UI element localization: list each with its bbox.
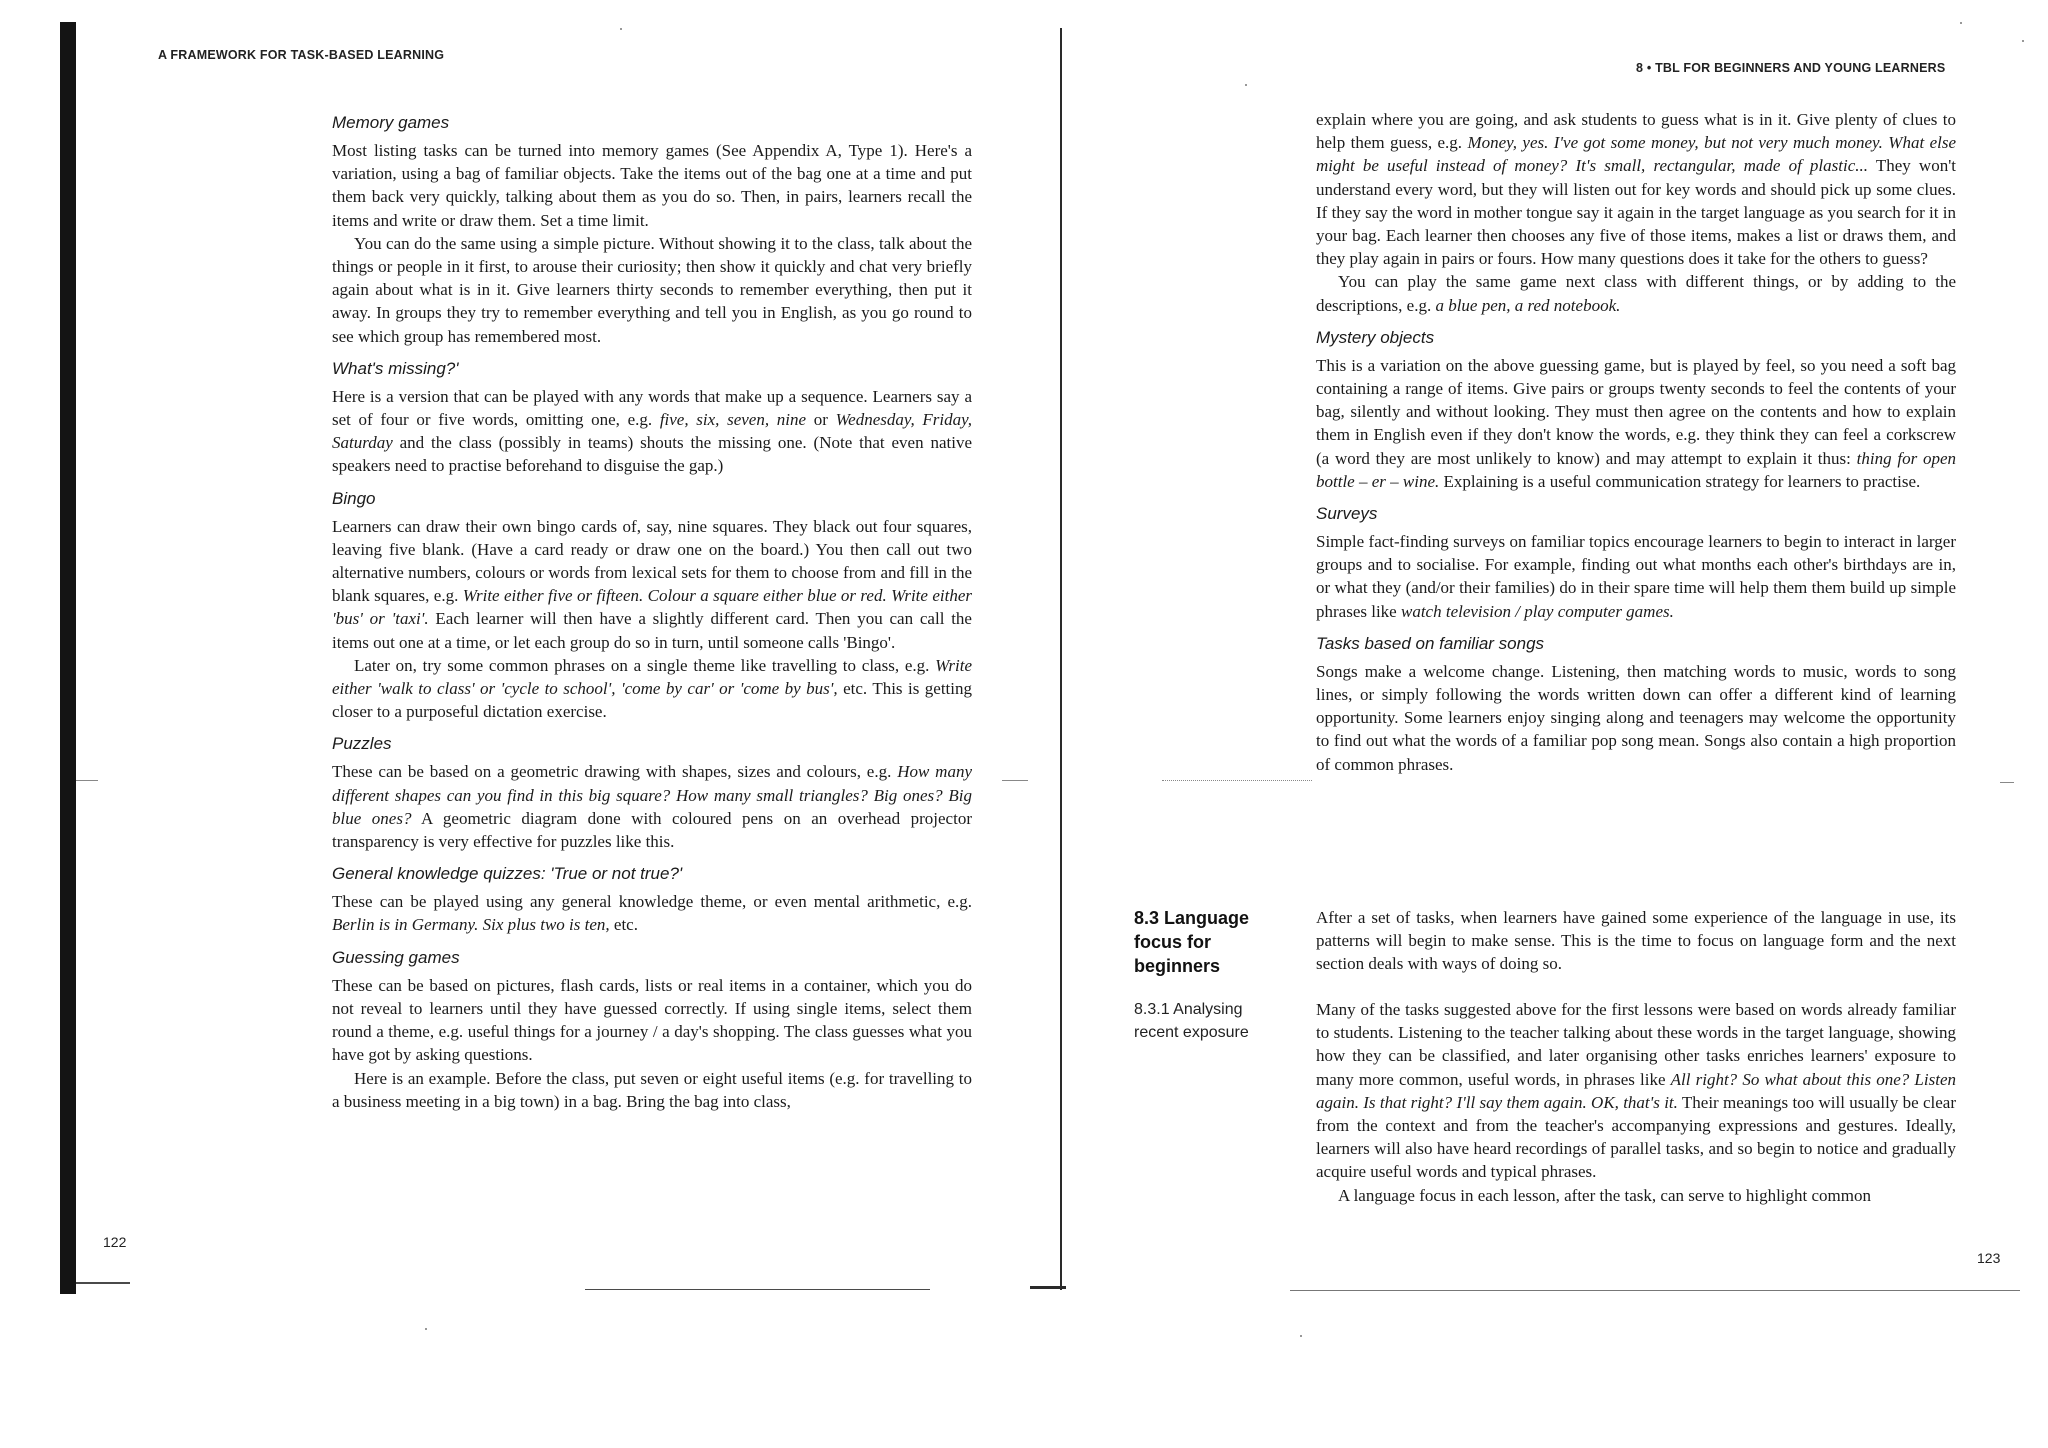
songs-p1: Songs make a welcome change. Listening, then matching words to music, words to song lines, or simply following the words written down can offer a different kind of learning opportunity. Some learners enjoy singing along and teenagers may welcome the opportunity to find out what the words of a familiar pop song mean. Songs also contain a high proportion of common phrases.: [1316, 661, 1956, 774]
scan-mark: [1002, 780, 1028, 781]
scan-speck: [2022, 40, 2024, 42]
guessing-games-heading: Guessing games: [332, 947, 460, 967]
scan-edge-bar: [60, 22, 76, 1294]
surveys-p1: Simple fact-finding surveys on familiar topics encourage learners to begin to interact in larger groups and to socialise. For example, finding out what months each other's birthdays are in, or what they (and/or their families) do in their spare time will help them them build up simple phrases like watch television / play computer games.: [1316, 532, 1956, 621]
scan-speck: [620, 28, 622, 30]
surveys-heading: Surveys: [1316, 504, 1378, 524]
guessing-continuation-p1: explain where you are going, and ask students to guess what is in it. Give plenty of clues to help them guess, e.g. Money, yes. I've got some money, but not very much money. What else might be useful instead of money? It's small, rectangular, made of plastic... They won't understand every word, but they will listen out for key words and should pick up some clues. If they say the word in mother tongue say it again in the target language as you search for it in your bag. Each learner then chooses any five of those items, makes a list or draws them, and they play again in pairs or fours. How many questions does it take for the others to guess?: [1316, 110, 1956, 269]
memory-games-p1: Most listing tasks can be turned into memory games (See Appendix A, Type 1). Here's a variation, using a bag of familiar objects. Take the items out of the bag one at a time and put them back very quickly, talking about them as you do so. Then, in pairs, learners recall the items and write or draw them. Set a time limit.: [332, 141, 972, 230]
section-8-3-heading: 8.3 Language focus for beginners: [1134, 908, 1250, 976]
puzzles-heading: Puzzles: [332, 734, 392, 754]
mystery-objects-heading: Mystery objects: [1316, 327, 1435, 347]
gutter-line: [1060, 28, 1062, 1290]
right-running-head: 8 • TBL FOR BEGINNERS AND YOUNG LEARNERS: [1636, 61, 1946, 75]
whats-missing-heading: What's missing?': [332, 358, 459, 378]
scan-mark: [2000, 782, 2014, 783]
left-running-head: A FRAMEWORK FOR TASK-BASED LEARNING: [158, 48, 445, 62]
quizzes-heading: General knowledge quizzes: 'True or not true?': [332, 864, 683, 884]
left-text-column: [332, 112, 972, 1113]
scan-mark: [1162, 780, 1312, 782]
quizzes-p1: These can be played using any general knowledge theme, or even mental arithmetic, e.g. Berlin is in Germany. Six plus two is ten, etc.: [332, 892, 972, 935]
whats-missing-p1: Here is a version that can be played with any words that make up a sequence. Learners say a set of four or five words, omitting one, e.g. five, six, seven, nine or Wednesday, Friday, Saturday and the class (possibly in teams) shouts the missing one. (Note that even native speakers need to practise beforehand to disguise the gap.): [332, 386, 972, 476]
songs-heading: Tasks based on familiar songs: [1316, 633, 1545, 653]
section-8-3-body-column: [1316, 906, 1956, 976]
gutter-foot-mark: [1030, 1286, 1066, 1289]
right-text-column-upper: [1316, 108, 1956, 776]
bingo-p1: Learners can draw their own bingo cards of, say, nine squares. They black out four squares, leaving five blank. (Have a card ready or draw one on the board.) You then call out two alternative numbers, colours or words from lexical sets for them to choose from and fill in the blank squares, e.g. Write either five or fifteen. Colour a square either blue or red. Write either 'bus' or 'taxi'. Each learner will then have a slightly different card. Then you can call the items out one at a time, or let each group do so in turn, until someone calls 'Bingo'.: [332, 516, 972, 652]
memory-games-heading: Memory games: [332, 113, 450, 132]
guessing-continuation-p2: You can play the same game next class with different things, or by adding to the descriptions, e.g. a blue pen, a red notebook.: [1316, 272, 1956, 315]
scan-speck: [1960, 22, 1962, 24]
guessing-games-p1: These can be based on pictures, flash cards, lists or real items in a container, which you do not reveal to learners until they have guessed correctly. If using single items, select them round a theme, e.g. useful things for a journey / a day's shopping. The class guesses what you have got by asking questions.: [332, 975, 972, 1065]
right-page-number: 123: [1977, 1250, 2001, 1266]
scan-speck: [1245, 84, 1247, 86]
section-8-3-1-p2: A language focus in each lesson, after the task, can serve to highlight common: [1338, 1185, 1871, 1205]
section-8-3-1-heading: 8.3.1 Analysing recent exposure: [1134, 1001, 1249, 1041]
scan-speck: [1300, 1335, 1302, 1337]
left-bottom-rule: [76, 1282, 130, 1284]
left-bottom-scan-line: [585, 1289, 930, 1290]
mystery-objects-p1: This is a variation on the above guessing game, but is played by feel, so you need a soft bag containing a range of items. Give pairs or groups twenty seconds to feel the contents of your bag, silently and without looking. They must then agree on the contents and how to explain them in English even if they don't know the words, e.g. they think they can feel a corkscrew (a word they are most unlikely to know) and may attempt to explain it thus: thing for open bottle – er – wine. Explaining is a useful communication strategy for learners to practise.: [1316, 355, 1956, 491]
section-8-3-1-p1: Many of the tasks suggested above for the first lessons were based on words already familiar to students. Listening to the teacher talking about these words in the target language, showing how they can be classified, and later organising other tasks enriches learners' exposure to many more common, useful words, in phrases like All right? So what about this one? Listen again. Is that right? I'll say them again. OK, that's it. Their meanings too will usually be clear from the context and from the teacher's accompanying expressions and gestures. Ideally, learners will also have heard recordings of parallel tasks, and so begin to notice and gradually acquire useful words and typical phrases.: [1316, 1000, 1956, 1182]
memory-games-p2: You can do the same using a simple picture. Without showing it to the class, talk about the things or people in it first, to arouse their curiosity; then show it quickly and chat very briefly again about what is in it. Give learners thirty seconds to remember everything, then put it away. In groups they try to remember everything and tell you in English, as you go round to see which group has remembered most.: [332, 233, 972, 346]
scan-speck: [425, 1328, 427, 1330]
puzzles-p1: These can be based on a geometric drawing with shapes, sizes and colours, e.g. How many different shapes can you find in this big square? How many small triangles? Big ones? Big blue ones? A geometric diagram done with coloured pens on an overhead projector transparency is very effective for puzzles like this.: [332, 762, 972, 852]
section-8-3-1-body-column: [1316, 998, 1956, 1207]
right-bottom-scan-line: [1290, 1290, 2020, 1291]
guessing-games-p2: Here is an example. Before the class, put seven or eight useful items (e.g. for travelling to a business meeting in a big town) in a bag. Bring the bag into class,: [332, 1068, 972, 1111]
left-page-number: 122: [103, 1234, 127, 1250]
bingo-p2: Later on, try some common phrases on a single theme like travelling to class, e.g. Write either 'walk to class' or 'cycle to school', 'come by car' or 'come by bus', etc. This is getting closer to a purposeful dictation exercise.: [332, 655, 972, 722]
section-8-3-body: After a set of tasks, when learners have gained some experience of the language in use, its patterns will begin to make sense. This is the time to focus on language form and the next section deals with ways of doing so.: [1316, 908, 1956, 974]
bingo-heading: Bingo: [332, 488, 376, 508]
scan-mark: [76, 780, 98, 781]
